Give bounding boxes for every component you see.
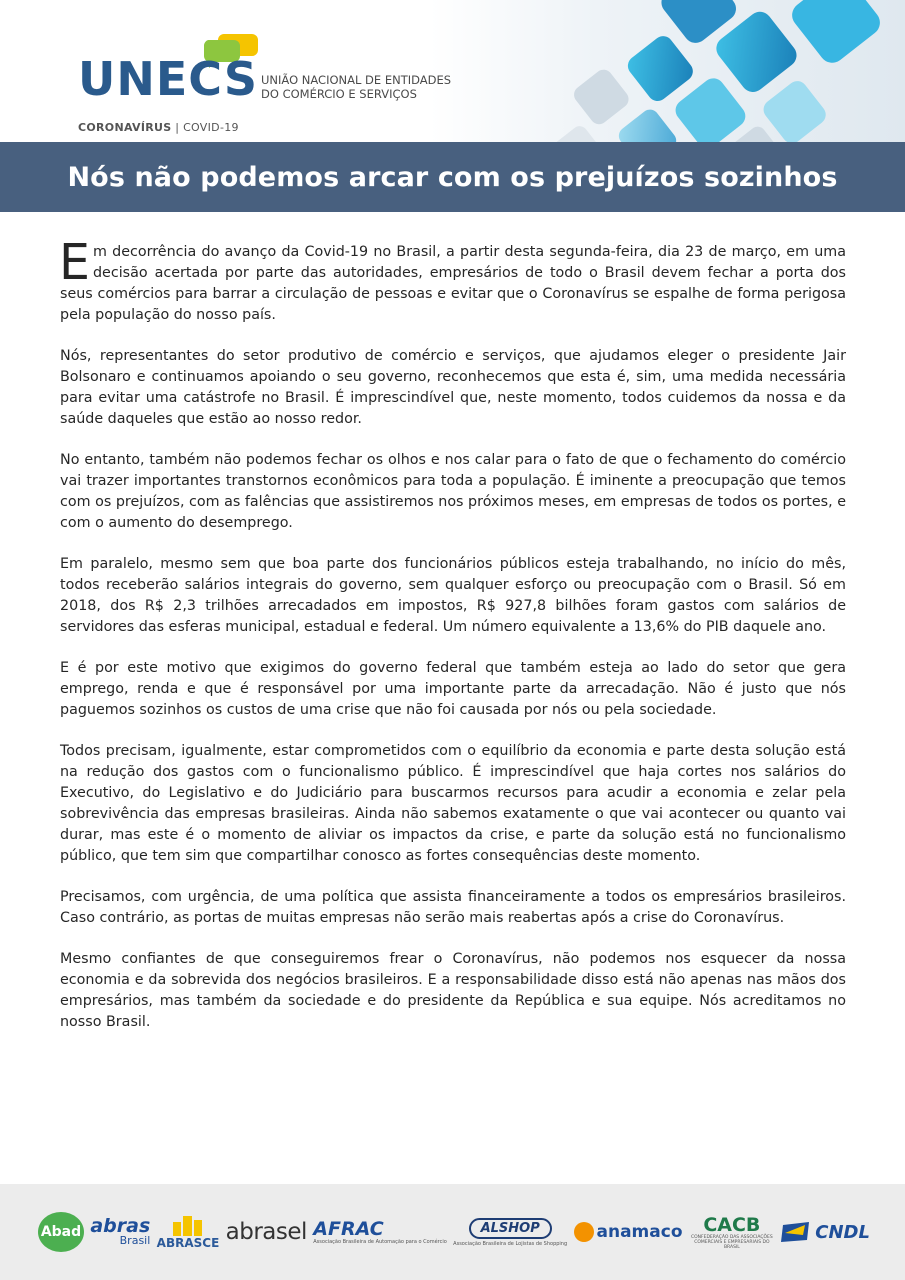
tagline-separator: | [171,121,184,134]
tagline-rest: COVID-19 [183,121,239,134]
organization-name [261,73,451,101]
abrasel-logo-text: abrasel [225,1219,307,1245]
alshop-logo-text: ALSHOP [469,1218,552,1239]
decorative-tiles-graphic [430,0,905,142]
paragraph-4: Em paralelo, mesmo sem que boa parte dos funcionários públicos esteja trabalhando, no início do mês, todos receberão salários integrais do governo, sem qualquer esforço ou preocupação com o Brasil. Só em 2018, dos R$ 2,3 trilhões arrecadados em impostos, R$ 927,8 bilhões foram gastos com salários de servidores das esferas municipal, estadual e federal. Um número equivalente a 13,6% do PIB daquele ano. [60,556,846,635]
org-name-line1: UNIÃO NACIONAL DE ENTIDADES [261,73,452,87]
abrasel-logo [226,1219,307,1245]
cndl-logo-text: CNDL [815,1221,870,1243]
letter-body [59,234,846,1053]
afrac-logo [313,1219,447,1245]
abad-logo-text: Abad [40,1224,82,1240]
cacb-logo-sub: CONFEDERAÇÃO DAS ASSOCIAÇÕES COMERCIAIS E EMPRESARIAIS DO BRASIL [690,1234,773,1250]
paragraph-1-text: m decorrência do avanço da Covid-19 no Brasil, a partir desta segunda-feira, dia 23 de março, em uma decisão acertada por parte das autoridades, empresários de todo o Brasil devem fechar a porta dos seus comércios para barrar a circulação de pessoas e evitar que o Coronavírus se espalhe de forma perigosa pela população do nosso país. [60,244,846,323]
drop-cap: E [59,234,90,291]
partner-logos [38,1208,870,1256]
header-tagline [78,121,239,134]
paragraph-7: Precisamos, com urgência, de uma política que assista financeiramente a todos os empresários brasileiros. Caso contrário, as portas de muitas empresas não serão mais reabertas após a crise do Coronavírus. [60,889,846,926]
title-banner [0,142,905,212]
buildings-icon [171,1214,205,1236]
afrac-logo-sub: Associação Brasileira de Automação para o Comércio [313,1239,447,1245]
org-name-line2: DO COMÉRCIO E SERVIÇOS [261,87,417,101]
page-title: Nós não podemos arcar com os prejuízos sozinhos [67,161,838,193]
paragraph-2: Nós, representantes do setor produtivo de comércio e serviços, que ajudamos eleger o presidente Jair Bolsonaro e continuamos apoiando o seu governo, reconhecemos que esta é, sim, uma medida necessária para evitar uma catástrofe no Brasil. É imprescindível que, neste momento, todos cuidemos da nossa e da saúde daqueles que estão ao nosso redor. [60,348,846,427]
abras-logo-text: abras [90,1215,151,1237]
cacb-logo-text: CACB [703,1213,761,1236]
paragraph-3: No entanto, também não podemos fechar os olhos e nos calar para o fato de que o fechamento do comércio vai trazer importantes transtornos econômicos para toda a população. É iminente a preocupação que temos com os prejuízos, com as falências que assistiremos nos próximos meses, em empresas de todos os portes, e com o aumento do desemprego. [60,452,846,531]
paragraph-1 [59,234,846,326]
paragraph-6: Todos precisam, igualmente, estar comprometidos com o equilíbrio da economia e parte desta solução está na redução dos gastos com o funcionalismo público. É imprescindível que haja cortes nos salários do Executivo, do Legislativo e do Judiciário para buscarmos recursos para acudir a economia e zelar pela sobrevivência das empresas brasileiras. Ainda não sabemos exatamente o que vai acontecer ou quanto vai durar, mas este é o momento de aliviar os impactos da crise, e parte da solução está no funcionalismo público, que tem sim que compartilhar conosco as fortes consequências deste momento. [60,743,846,864]
afrac-logo-text: AFRAC [313,1218,384,1240]
paragraph-8: Mesmo confiantes de que conseguiremos frear o Coronavírus, não podemos nos esquecer da nossa economia e da sobrevida dos negócios brasileiros. E a responsabilidade disso está não apenas nas mãos dos empresários, mas também da sociedade e do presidente da República e sua equipe. Nós acreditamos no nosso Brasil. [60,951,846,1030]
tagline-bold: CORONAVÍRUS [78,121,172,134]
abad-logo [38,1212,84,1252]
page-header [0,0,905,142]
cndl-flag-icon [781,1221,811,1243]
paragraph-5: E é por este motivo que exigimos do governo federal que também esteja ao lado do setor que gera emprego, renda e que é responsável por uma importante parte da arrecadação. Não é justo que nós paguemos sozinhos os custos de uma crise que não foi causada por nós ou pela sociedade. [60,660,846,718]
anamaco-logo-text: anamaco [596,1222,683,1242]
abrasce-logo [157,1214,220,1250]
cndl-logo [781,1221,870,1243]
alshop-logo-sub: Associação Brasileira de Lojistas de Shopping [453,1240,568,1247]
abras-logo-sub: Brasil [119,1234,151,1247]
abras-logo [90,1217,150,1247]
abrasce-logo-text: ABRASCE [156,1236,220,1250]
cacb-logo [689,1215,775,1250]
anamaco-logo [574,1222,683,1242]
anamaco-symbol-icon [574,1222,594,1242]
unecs-logo: UNECS [78,52,259,106]
alshop-logo [453,1218,567,1247]
